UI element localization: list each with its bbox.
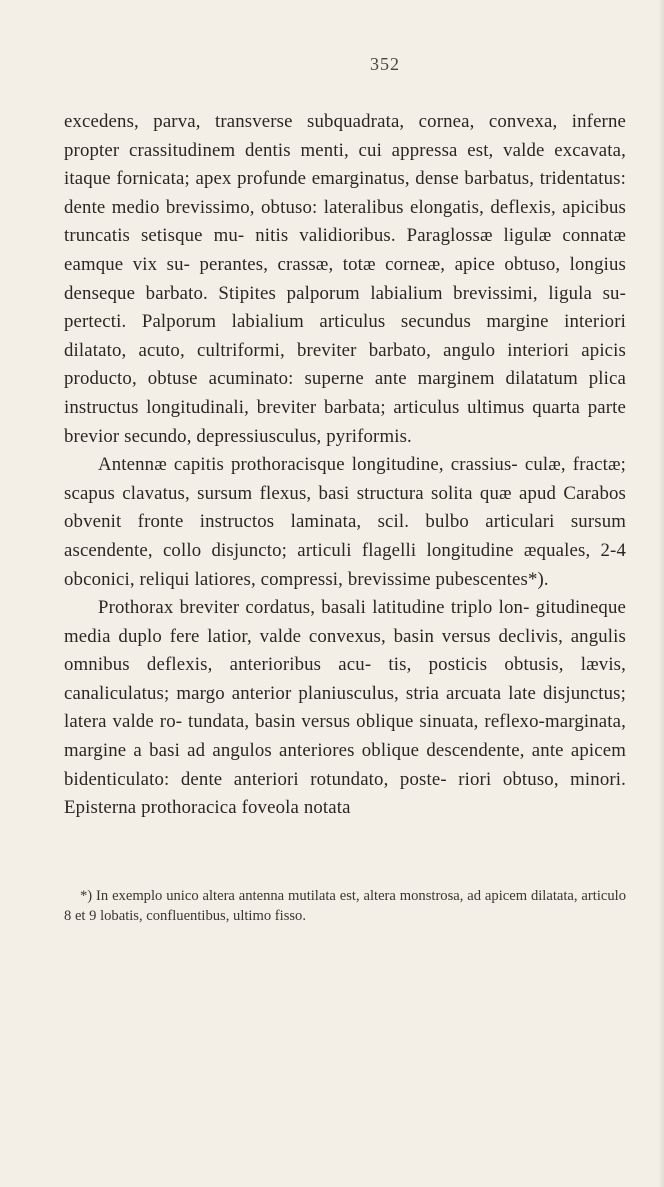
page-number: 352 — [370, 54, 400, 74]
body-text — [64, 108, 626, 823]
paragraph-prothorax: Prothorax breviter cordatus, basali latitudine triplo lon- gitudineque media duplo fere latior, valde convexus, basin versus declivis, angulis omnibus deflexis, anterioribus acu- tis, posticis obtusis, lævis, canaliculatus; margo anterior planiusculus, stria arcuata late disjunctus; latera valde ro- tundata, basin versus oblique sinuata, reflexo-marginata, margine a basi ad angulos anteriores oblique descendente, ante apicem bidenticulato: dente anteriori rotundato, poste- riori obtuso, minori. Episterna prothoracica foveola notata — [64, 597, 626, 819]
paragraph-antennae: Antennæ capitis prothoracisque longitudine, crassius- culæ, fractæ; scapus clavatus, sursum flexus, basi structura solita quæ apud Carabos obvenit fronte instructos laminata, scil. bulbo articulari sursum ascendente, collo disjuncto; articuli flagelli longitudine æquales, 2-4 obconici, reliqui latiores, compressi, brevissime pubescentes*). — [64, 454, 626, 590]
footnote: *) In exemplo unico altera antenna mutilata est, altera monstrosa, ad apicem dilatata, articulo 8 et 9 lobatis, confluentibus, ultimo fisso. — [64, 887, 626, 924]
paragraph-mouthparts: excedens, parva, transverse subquadrata, cornea, convexa, inferne propter crassitudinem dentis menti, cui appressa est, valde excavata, itaque fornicata; apex profunde emarginatus, dense barbatus, tridentatus: dente medio brevissimo, obtuso: lateralibus elongatis, deflexis, apicibus truncatis setisque mu- nitis validioribus. Paraglossæ ligulæ connatæ eamque vix su- perantes, crassæ, totæ corneæ, apice obtuso, longius denseque barbato. Stipites palporum labialium brevissimi, ligula su- pertecti. Palporum labialium articulus secundus margine interiori dilatato, acuto, cultriformi, breviter barbato, angulo interiori apicis producto, obtuse acuminato: superne ante marginem dilatatum plica instructus longitudinali, breviter barbata; articulus ultimus quarta parte brevior secundo, depressiusculus, pyriformis. — [64, 111, 626, 447]
page-edge-shadow — [658, 0, 664, 1187]
